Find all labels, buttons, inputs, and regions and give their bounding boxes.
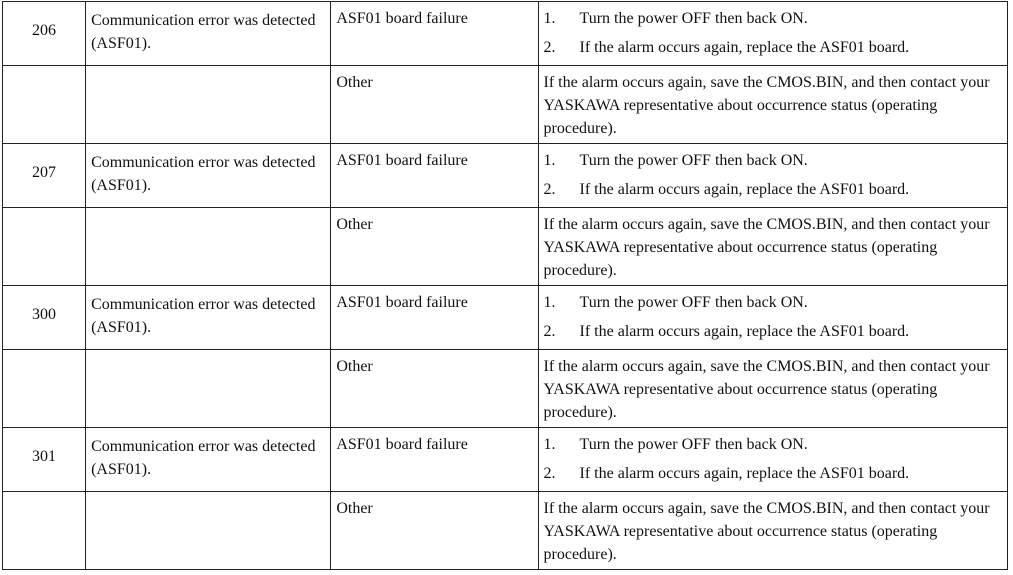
- cause-other-cell: [331, 208, 538, 286]
- alarm-code-cell: [3, 286, 86, 350]
- remedy-step: [544, 178, 1001, 207]
- cause-other-cell: [331, 350, 538, 428]
- alarm-message-cell: [86, 428, 331, 492]
- remedy-cell: [538, 286, 1007, 350]
- alarm-row-other: [3, 208, 1008, 286]
- remedy-step: [544, 433, 1001, 462]
- remedy-step: [544, 7, 1001, 36]
- remedy-step: [544, 291, 1001, 320]
- alarm-row-other: [3, 350, 1008, 428]
- remedy-other-text: If the alarm occurs again, save the CMOS.BIN, and then contact your YASKAWA representative about occurrence status (operating procedure).: [543, 74, 990, 137]
- cause-cell: [331, 144, 538, 208]
- cause-other-text: Other: [336, 216, 373, 233]
- step-number: 1.: [543, 10, 556, 27]
- remedy-cell: [538, 2, 1007, 66]
- remedy-other-cell: [538, 208, 1007, 286]
- cause-text: ASF01 board failure: [336, 10, 468, 27]
- alarm-table: [2, 1, 1008, 570]
- alarm-message: Communication error was detected (ASF01).: [91, 12, 316, 52]
- alarm-code-cell: [3, 144, 86, 208]
- step-text: Turn the power OFF then back ON.: [579, 294, 808, 311]
- alarm-message-cell: [86, 286, 331, 350]
- alarm-message-cell: [86, 144, 331, 208]
- cause-other-text: Other: [336, 358, 373, 375]
- remedy-cell: [538, 428, 1007, 492]
- alarm-row: [3, 428, 1008, 492]
- step-text: Turn the power OFF then back ON.: [579, 152, 808, 169]
- remedy-step: [544, 462, 1001, 491]
- alarm-code-cell: [3, 2, 86, 66]
- remedy-step: [544, 320, 1001, 349]
- cause-other-cell: [331, 66, 538, 144]
- alarm-row-other: [3, 66, 1008, 144]
- alarm-message: Communication error was detected (ASF01).: [91, 154, 316, 194]
- step-number: 1.: [543, 436, 556, 453]
- remedy-other-text: If the alarm occurs again, save the CMOS.BIN, and then contact your YASKAWA representative about occurrence status (operating procedure).: [543, 216, 990, 279]
- alarm-message-cell: [86, 2, 331, 66]
- alarm-row: [3, 2, 1008, 66]
- step-text: Turn the power OFF then back ON.: [579, 10, 808, 27]
- step-text: Turn the power OFF then back ON.: [579, 436, 808, 453]
- remedy-cell: [538, 144, 1007, 208]
- remedy-step: [544, 149, 1001, 178]
- step-number: 1.: [543, 152, 556, 169]
- alarm-code: 301: [32, 448, 57, 465]
- alarm-message: Communication error was detected (ASF01).: [91, 296, 316, 336]
- step-number: 2.: [543, 323, 556, 340]
- alarm-code: 207: [32, 164, 57, 181]
- cause-other-text: Other: [336, 500, 373, 517]
- empty-message-cell: [86, 208, 331, 286]
- cause-text: ASF01 board failure: [336, 294, 468, 311]
- step-number: 2.: [543, 39, 556, 56]
- step-number: 2.: [543, 465, 556, 482]
- remedy-other-cell: [538, 492, 1007, 570]
- remedy-other-text: If the alarm occurs again, save the CMOS.BIN, and then contact your YASKAWA representative about occurrence status (operating procedure).: [543, 500, 990, 563]
- alarm-code: 206: [32, 22, 57, 39]
- cause-other-text: Other: [336, 74, 373, 91]
- remedy-other-cell: [538, 350, 1007, 428]
- remedy-step: [544, 36, 1001, 65]
- empty-code-cell: [3, 208, 86, 286]
- step-text: If the alarm occurs again, replace the ASF01 board.: [579, 465, 910, 482]
- step-text: If the alarm occurs again, replace the ASF01 board.: [579, 323, 910, 340]
- empty-message-cell: [86, 350, 331, 428]
- cause-text: ASF01 board failure: [336, 436, 468, 453]
- cause-cell: [331, 428, 538, 492]
- alarm-table-body: [3, 2, 1008, 570]
- empty-code-cell: [3, 492, 86, 570]
- alarm-message: Communication error was detected (ASF01).: [91, 438, 316, 478]
- remedy-other-cell: [538, 66, 1007, 144]
- cause-other-cell: [331, 492, 538, 570]
- alarm-code: 300: [32, 306, 57, 323]
- step-number: 2.: [543, 181, 556, 198]
- cause-cell: [331, 2, 538, 66]
- alarm-row: [3, 286, 1008, 350]
- step-number: 1.: [543, 294, 556, 311]
- empty-code-cell: [3, 350, 86, 428]
- alarm-row: [3, 144, 1008, 208]
- alarm-row-other: [3, 492, 1008, 570]
- alarm-code-cell: [3, 428, 86, 492]
- step-text: If the alarm occurs again, replace the ASF01 board.: [579, 181, 910, 198]
- step-text: If the alarm occurs again, replace the ASF01 board.: [579, 39, 910, 56]
- empty-message-cell: [86, 492, 331, 570]
- empty-code-cell: [3, 66, 86, 144]
- cause-cell: [331, 286, 538, 350]
- remedy-other-text: If the alarm occurs again, save the CMOS.BIN, and then contact your YASKAWA representative about occurrence status (operating procedure).: [543, 358, 990, 421]
- empty-message-cell: [86, 66, 331, 144]
- cause-text: ASF01 board failure: [336, 152, 468, 169]
